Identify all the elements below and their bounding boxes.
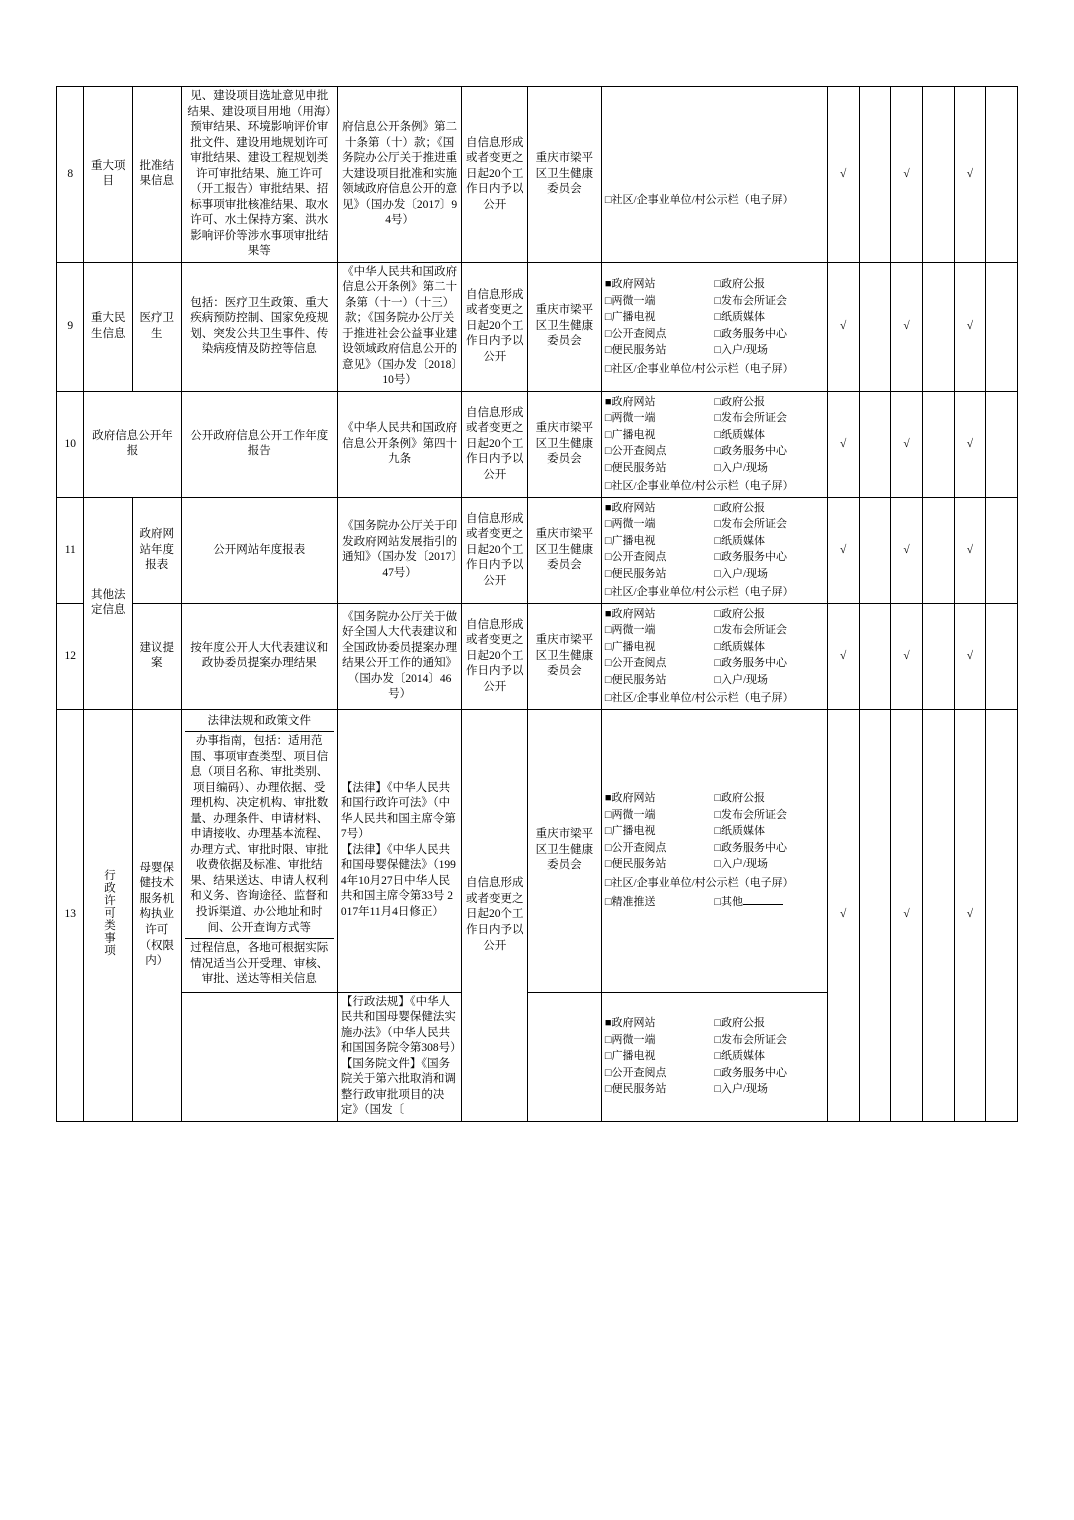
row-category: 重大项目: [84, 87, 133, 263]
mark-1: √: [827, 497, 859, 603]
channel-broadcast[interactable]: □广播电视: [604, 428, 656, 441]
row-channel: [601, 391, 827, 497]
channel-broadcast[interactable]: □广播电视: [604, 311, 656, 324]
row-time: 自信息形成或者变更之日起20个工作日内予以公开: [462, 603, 527, 709]
channel-service-center[interactable]: □政务服务中心: [714, 657, 787, 670]
channel-gov-gazette[interactable]: □政府公报: [714, 278, 765, 291]
row-org: 重庆市梁平区卫生健康委员会: [527, 709, 601, 992]
channel-convenience[interactable]: □便民服务站: [604, 1083, 667, 1096]
channel-door-to-door[interactable]: □入户/现场: [714, 673, 769, 686]
content-block-2: 办事指南，包括：适用范围、事项审查类型、项目信息（项目名称、审批类别、项目编码）、办理依据、受理机构、决定机构、审批数量、办理条件、申请材料、申请接收、办理基本流程、办理方式、审批时限、审批收费依据及标准、审批结果、结果送达、申请人权利和义务、咨询途径、监督和投诉渠道、办公地址和时间、公开查询方式等: [185, 732, 334, 939]
channel-public-read[interactable]: □公开查阅点: [604, 445, 667, 458]
channel-service-center[interactable]: □政务服务中心: [714, 841, 787, 854]
channel-other[interactable]: □其他: [714, 894, 823, 911]
channel-public-read[interactable]: □公开查阅点: [604, 1066, 667, 1079]
row-basis: 《国务院办公厅关于印发政府网站发展指引的通知》（国办发〔2017〕47号）: [337, 497, 462, 603]
channel-press-conf[interactable]: □发布会所证会: [714, 1033, 787, 1046]
mark-5: √: [954, 497, 986, 603]
mark-5: √: [954, 709, 986, 1121]
row-channel: [601, 709, 827, 992]
channel-convenience[interactable]: □便民服务站: [604, 344, 667, 357]
row-category: [84, 709, 133, 1121]
channel-public-read[interactable]: □公开查阅点: [604, 657, 667, 670]
channel-precise-push[interactable]: □精准推送: [604, 896, 656, 909]
mark-6: [986, 262, 1018, 391]
row-time: 自信息形成或者变更之日起20个工作日内予以公开: [462, 391, 527, 497]
mark-6: [986, 391, 1018, 497]
channel-broadcast[interactable]: □广播电视: [604, 825, 656, 838]
mark-5: √: [954, 87, 986, 263]
row-channel: [601, 262, 827, 391]
channel-two-micro[interactable]: □两微一端: [604, 808, 656, 821]
mark-2: [859, 87, 891, 263]
basis-block-4: 【国务院文件】《国务院关于第六批取消和调整行政审批项目的决定》（国发〔: [340, 1057, 456, 1117]
row-content: 见、建设项目选址意见申批结果、建设项目用地（用海）预审结果、环境影响评价审批文件、建设用地规划许可审批结果、建设工程规划类许可审批结果、施工许可（开工报告）审批结果、招标事项审批核准结果、取水许可、水土保持方案、洪水影响评价等涉水事项审批结果等: [181, 87, 337, 263]
channel-door-to-door[interactable]: □入户/现场: [714, 567, 769, 580]
row-content: [181, 709, 337, 992]
channel-paper[interactable]: □纸质媒体: [714, 1050, 765, 1063]
mark-4: [922, 603, 954, 709]
row-time: 自信息形成或者变更之日起20个工作日内予以公开: [462, 497, 527, 603]
row-sub: 建议提案: [133, 603, 182, 709]
mark-2: [859, 709, 891, 1121]
row-org: 重庆市梁平区卫生健康委员会: [527, 87, 601, 263]
channel-service-center[interactable]: □政务服务中心: [714, 551, 787, 564]
content-block-3: 过程信息，各地可根据实际情况适当公开受理、审核、审批、送达等相关信息: [185, 939, 334, 990]
channel-press-conf[interactable]: □发布会所证会: [714, 412, 787, 425]
channel-service-center[interactable]: □政务服务中心: [714, 327, 787, 340]
row-sub: 医疗卫生: [133, 262, 182, 391]
mark-2: [859, 262, 891, 391]
row-no: 13: [57, 709, 84, 1121]
row-time: 自信息形成或者变更之日起20个工作日内予以公开: [462, 262, 527, 391]
mark-2: [859, 497, 891, 603]
mark-6: [986, 87, 1018, 263]
channel-two-micro[interactable]: □两微一端: [604, 624, 656, 637]
channel-gov-site[interactable]: ■政府网站: [604, 278, 656, 291]
row-basis: 《国务院办公厅关于做好全国人大代表建议和全国政协委员提案办理结果公开工作的通知》（国办发〔2014〕46号）: [337, 603, 462, 709]
channel-paper[interactable]: □纸质媒体: [714, 311, 765, 324]
channel-two-micro[interactable]: □两微一端: [604, 1033, 656, 1046]
table-row: [57, 709, 1018, 992]
channel-press-conf[interactable]: □发布会所证会: [714, 518, 787, 531]
row-category: 其他法定信息: [84, 497, 133, 709]
mark-3: √: [891, 603, 923, 709]
channel-door-to-door[interactable]: □入户/现场: [714, 461, 769, 474]
row-channel-continued: [601, 992, 827, 1121]
mark-3: √: [891, 87, 923, 263]
mark-3: √: [891, 262, 923, 391]
basis-block-2: 【法律】《中华人民共和国母婴保健法》（1994年10月27日中华人民共和国主席令第33号 2017年11月4日修正）: [340, 843, 456, 918]
basis-block-3: 【行政法规】《中华人民共和国母婴保健法实施办法》（中华人民共和国国务院令第308号）: [340, 995, 462, 1055]
mark-3: √: [891, 709, 923, 1121]
row-no: 11: [57, 497, 84, 603]
channel-two-micro[interactable]: □两微一端: [604, 412, 656, 425]
row-basis: 《中华人民共和国政府信息公开条例》第二十条第（十一）（十三）款；《国务院办公厅关于推进社会公益事业建设领域政府信息公开的意见》（国办发〔2018〕10号）: [337, 262, 462, 391]
mark-1: √: [827, 603, 859, 709]
row-sub: 母婴保健技术服务机构执业许可（权限内）: [133, 709, 182, 1121]
channel-gov-gazette[interactable]: □政府公报: [714, 1017, 765, 1030]
mark-6: [986, 709, 1018, 1121]
row-basis: 《中华人民共和国政府信息公开条例》第四十九条: [337, 391, 462, 497]
channel-door-to-door[interactable]: □入户/现场: [714, 1083, 769, 1096]
channel-gov-site[interactable]: ■政府网站: [604, 1017, 656, 1030]
channel-broadcast[interactable]: □广播电视: [604, 534, 656, 547]
channel-public-read[interactable]: □公开查阅点: [604, 841, 667, 854]
row-category-label: 行政许可类事项: [102, 868, 115, 957]
channel-press-conf[interactable]: □发布会所证会: [714, 808, 787, 821]
mark-2: [859, 391, 891, 497]
channel-gov-site[interactable]: ■政府网站: [604, 607, 656, 620]
channel-convenience[interactable]: □便民服务站: [604, 567, 667, 580]
row-channel: [601, 497, 827, 603]
row-org: 重庆市梁平区卫生健康委员会: [527, 497, 601, 603]
mark-4: [922, 497, 954, 603]
channel-two-micro[interactable]: □两微一端: [604, 294, 656, 307]
channel-door-to-door[interactable]: □入户/现场: [714, 858, 769, 871]
channel-two-micro[interactable]: □两微一端: [604, 518, 656, 531]
row-basis: 府信息公开条例》第二十条第（十）款；《国务院办公厅关于推进重大建设项目批准和实施领域政府信息公开的意见》（国办发〔2017〕94号）: [337, 87, 462, 263]
row-org: 重庆市梁平区卫生健康委员会: [527, 262, 601, 391]
table-row: [57, 391, 1018, 497]
channel-gov-gazette[interactable]: □政府公报: [714, 792, 765, 805]
mark-4: [922, 262, 954, 391]
channel-paper[interactable]: □纸质媒体: [714, 640, 765, 653]
mark-3: √: [891, 497, 923, 603]
row-org: 重庆市梁平区卫生健康委员会: [527, 391, 601, 497]
channel-service-center[interactable]: □政务服务中心: [714, 1066, 787, 1079]
row-sub: 批准结果信息: [133, 87, 182, 263]
channel-broadcast[interactable]: □广播电视: [604, 1050, 656, 1063]
mark-4: [922, 87, 954, 263]
row-time: 自信息形成或者变更之日起20个工作日内予以公开: [462, 709, 527, 1121]
row-channel: [601, 603, 827, 709]
mark-5: √: [954, 391, 986, 497]
channel-public-read[interactable]: □公开查阅点: [604, 551, 667, 564]
mark-6: [986, 603, 1018, 709]
channel-paper[interactable]: □纸质媒体: [714, 534, 765, 547]
mark-6: [986, 497, 1018, 603]
row-no: 9: [57, 262, 84, 391]
channel-gov-gazette[interactable]: □政府公报: [714, 501, 765, 514]
row-category: 重大民生信息: [84, 262, 133, 391]
channel-press-conf[interactable]: □发布会所证会: [714, 294, 787, 307]
mark-1: √: [827, 391, 859, 497]
row-no: 12: [57, 603, 84, 709]
row-category: 政府信息公开年报: [84, 391, 181, 497]
mark-1: √: [827, 262, 859, 391]
row-channel: □社区/企事业单位/村公示栏（电子屏）: [601, 87, 827, 263]
disclosure-table: [56, 86, 1018, 1122]
mark-5: √: [954, 262, 986, 391]
channel-press-conf[interactable]: □发布会所证会: [714, 624, 787, 637]
row-sub: 政府网站年度报表: [133, 497, 182, 603]
mark-4: [922, 709, 954, 1121]
row-content: 按年度公开人大代表建议和政协委员提案办理结果: [181, 603, 337, 709]
mark-4: [922, 391, 954, 497]
channel-paper[interactable]: □纸质媒体: [714, 825, 765, 838]
basis-block-1: 【法律】《中华人民共和国行政许可法》（中华人民共和国主席令第7号）: [340, 781, 456, 841]
channel-gov-site[interactable]: ■政府网站: [604, 395, 656, 408]
row-no: 8: [57, 87, 84, 263]
mark-1: √: [827, 709, 859, 1121]
channel-public-read[interactable]: □公开查阅点: [604, 327, 667, 340]
row-basis: [337, 709, 462, 992]
row-org-continued: [527, 992, 601, 1121]
row-content-continued: [181, 992, 337, 1121]
channel-door-to-door[interactable]: □入户/现场: [714, 344, 769, 357]
row-content: 包括：医疗卫生政策、重大疾病预防控制、国家免疫规划、突发公共卫生事件、传染病疫情及防控等信息: [181, 262, 337, 391]
table-row: [57, 603, 1018, 709]
channel-community-label: 社区/企事业单位/村公示栏（电子屏）: [611, 194, 794, 207]
channel-gov-site[interactable]: ■政府网站: [604, 792, 656, 805]
table-row: [57, 497, 1018, 603]
table-row: [57, 262, 1018, 391]
row-time: 自信息形成或者变更之日起20个工作日内予以公开: [462, 87, 527, 263]
channel-gov-site[interactable]: ■政府网站: [604, 501, 656, 514]
mark-1: √: [827, 87, 859, 263]
row-content: 公开网站年度报表: [181, 497, 337, 603]
row-no: 10: [57, 391, 84, 497]
channel-community[interactable]: □社区/企事业单位/村公示栏（电子屏）: [604, 362, 794, 375]
channel-gov-gazette[interactable]: □政府公报: [714, 607, 765, 620]
channel-community[interactable]: □社区/企事业单位/村公示栏（电子屏）: [604, 586, 794, 599]
row-basis-continued: [337, 992, 462, 1121]
channel-convenience[interactable]: □便民服务站: [604, 858, 667, 871]
channel-community[interactable]: □社区/企事业单位/村公示栏（电子屏）: [604, 876, 794, 889]
channel-paper[interactable]: □纸质媒体: [714, 428, 765, 441]
row-content: 公开政府信息公开工作年度报告: [181, 391, 337, 497]
row-org: 重庆市梁平区卫生健康委员会: [527, 603, 601, 709]
content-block-1: 法律法规和政策文件: [185, 712, 334, 732]
channel-gov-gazette[interactable]: □政府公报: [714, 395, 765, 408]
table-row: [57, 87, 1018, 263]
channel-broadcast[interactable]: □广播电视: [604, 640, 656, 653]
channel-convenience[interactable]: □便民服务站: [604, 673, 667, 686]
channel-service-center[interactable]: □政务服务中心: [714, 445, 787, 458]
mark-5: √: [954, 603, 986, 709]
channel-convenience[interactable]: □便民服务站: [604, 461, 667, 474]
mark-2: [859, 603, 891, 709]
mark-3: √: [891, 391, 923, 497]
channel-community[interactable]: □社区/企事业单位/村公示栏（电子屏）: [604, 480, 794, 493]
channel-community[interactable]: □社区/企事业单位/村公示栏（电子屏）: [604, 692, 794, 705]
